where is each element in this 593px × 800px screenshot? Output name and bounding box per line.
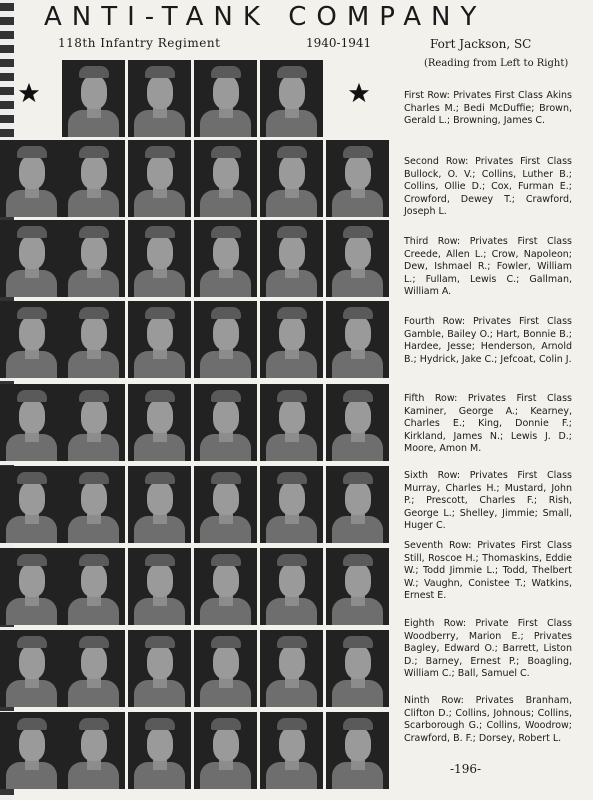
soldier-portrait: [326, 548, 389, 625]
caption-row-5: Fifth Row: Privates First Class Kaminer, George A.; Kearney, Charles E.; King, Donnie F.; Kirkland, James N.; Lewis J. D.; Moore, Amon M.: [404, 393, 572, 454]
soldier-portrait: [128, 301, 191, 378]
soldier-portrait: [260, 466, 323, 543]
soldier-portrait: [0, 712, 63, 789]
place-label: Fort Jackson, SC: [430, 37, 532, 51]
soldier-portrait: [326, 466, 389, 543]
soldier-portrait: [194, 60, 257, 137]
soldier-portrait: [194, 140, 257, 217]
soldier-portrait: [128, 384, 191, 461]
soldier-portrait: [260, 140, 323, 217]
years-label: 1940-1941: [306, 36, 372, 50]
caption-row-7: Seventh Row: Privates First Class Still, Roscoe H.; Thomaskins, Eddie W.; Todd Jimmie L.; Todd, Thelbert W.; Vaughn, Conistee T.; Watkins, Ernest E.: [404, 540, 572, 601]
soldier-portrait: [0, 140, 63, 217]
page-number: -196-: [450, 762, 482, 776]
caption-row-1: First Row: Privates First Class Akins Charles M.; Bedi McDuffie; Brown, Gerald L.; Browning, James C.: [404, 90, 572, 126]
soldier-portrait: [0, 384, 63, 461]
soldier-portrait: [128, 466, 191, 543]
soldier-portrait: [128, 60, 191, 137]
soldier-portrait: [260, 548, 323, 625]
soldier-portrait: [128, 220, 191, 297]
soldier-portrait: [260, 630, 323, 707]
soldier-portrait: [0, 548, 63, 625]
soldier-portrait: [260, 220, 323, 297]
soldier-portrait: [260, 712, 323, 789]
soldier-portrait: [326, 384, 389, 461]
soldier-portrait: [194, 466, 257, 543]
caption-row-9: Ninth Row: Privates Branham, Clifton D.; Collins, Johnous; Collins, Scarborough G.; Collins, Woodrow; Crawford, B. F.; Dorsey, Robert L.: [404, 695, 572, 744]
caption-row-2: Second Row: Privates First Class Bullock, O. V.; Collins, Luther B.; Collins, Ollie D.; Cox, Furman E.; Crowford, Dewey T.; Crawford, Joseph L.: [404, 156, 572, 217]
regiment-label: 118th Infantry Regiment: [58, 36, 221, 50]
soldier-portrait: [194, 630, 257, 707]
star-icon: [348, 82, 370, 104]
soldier-portrait: [62, 548, 125, 625]
soldier-portrait: [194, 548, 257, 625]
soldier-portrait: [128, 712, 191, 789]
reading-note: (Reading from Left to Right): [424, 58, 569, 69]
soldier-portrait: [326, 220, 389, 297]
soldier-portrait: [0, 220, 63, 297]
soldier-portrait: [62, 140, 125, 217]
soldier-portrait: [194, 301, 257, 378]
soldier-portrait: [194, 712, 257, 789]
soldier-portrait: [260, 60, 323, 137]
soldier-portrait: [62, 384, 125, 461]
caption-row-3: Third Row: Privates First Class Creede, Allen L.; Crow, Napoleon; Dew, Ishmael R.; Fowler, William L.; Fullam, Lewis C.; Gallman, William A.: [404, 236, 572, 297]
soldier-portrait: [62, 466, 125, 543]
caption-row-8: Eighth Row: Private First Class Woodberry, Marion E.; Privates Bagley, Edward O.; Barrett, Liston D.; Barney, Ernest P.; Boagling, William C.; Ball, Samuel C.: [404, 618, 572, 679]
soldier-portrait: [0, 301, 63, 378]
soldier-portrait: [62, 712, 125, 789]
soldier-portrait: [62, 220, 125, 297]
soldier-portrait: [194, 220, 257, 297]
caption-row-6: Sixth Row: Privates First Class Murray, Charles H.; Mustard, John P.; Prescott, Charles F.; Rish, George L.; Shelley, Jimmie; Small, Huger C.: [404, 470, 572, 531]
soldier-portrait: [62, 630, 125, 707]
soldier-portrait: [62, 301, 125, 378]
soldier-portrait: [62, 60, 125, 137]
caption-row-4: Fourth Row: Privates First Class Gamble, Bailey O.; Hart, Bonnie B.; Hardee, Jesse; Henderson, Arnold B.; Hydrick, Jake C.; Jefcoat, Colin J.: [404, 316, 572, 365]
soldier-portrait: [260, 301, 323, 378]
soldier-portrait: [326, 301, 389, 378]
star-icon: [18, 82, 40, 104]
soldier-portrait: [0, 630, 63, 707]
soldier-portrait: [326, 630, 389, 707]
page-title: ANTI-TANK COMPANY: [44, 2, 487, 32]
soldier-portrait: [326, 140, 389, 217]
soldier-portrait: [326, 712, 389, 789]
soldier-portrait: [128, 140, 191, 217]
soldier-portrait: [0, 466, 63, 543]
soldier-portrait: [128, 548, 191, 625]
soldier-portrait: [128, 630, 191, 707]
soldier-portrait: [260, 384, 323, 461]
soldier-portrait: [194, 384, 257, 461]
